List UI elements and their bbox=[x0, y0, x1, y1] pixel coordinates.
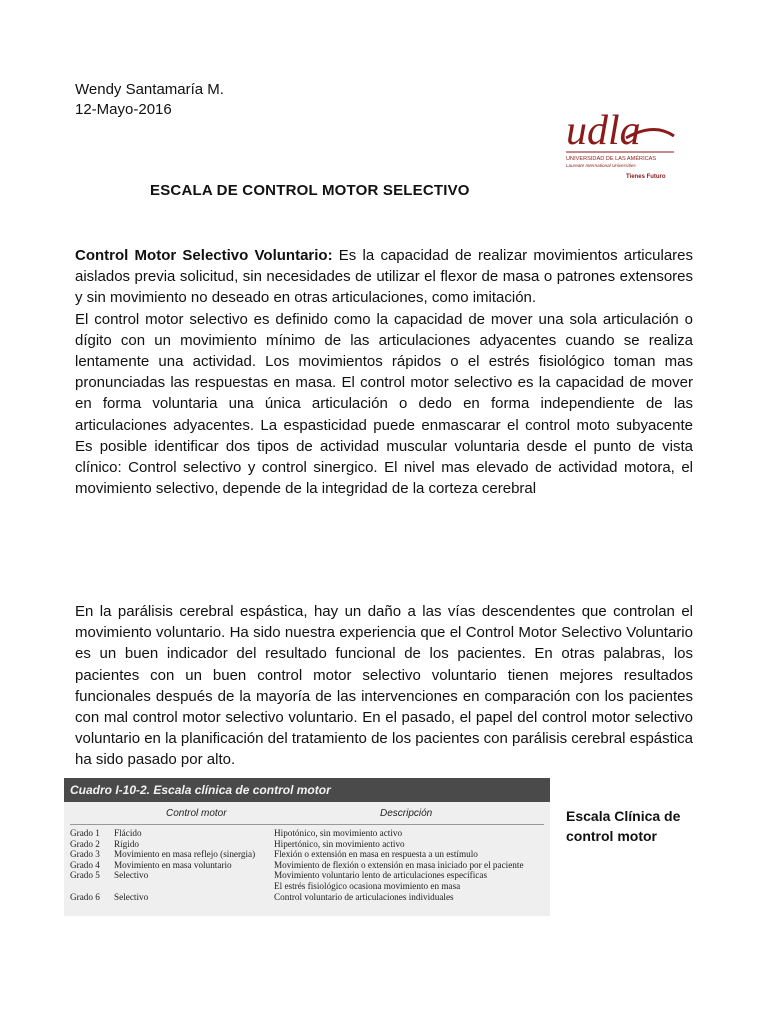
document-title: ESCALA DE CONTROL MOTOR SELECTIVO bbox=[150, 182, 470, 199]
author-name: Wendy Santamaría M. bbox=[75, 81, 224, 98]
logo-line1: UNIVERSIDAD DE LAS AMÉRICAS bbox=[566, 156, 657, 162]
paragraph-cerebral-palsy: En la parálisis cerebral espástica, hay un daño a las vías descendentes que controlan el movimiento voluntario. Ha sido nuestra experiencia que el Control Motor Selectivo Voluntario es un buen indicador del resultado funcional de los pacientes. En otras palabras, los pacientes con un buen control motor selectivo voluntario tienen mejores resultados funcionales después de la mayoría de las intervenciones en comparación con los pacientes con mal control motor selectivo voluntario. En el pasado, el papel del control motor selectivo voluntario en la planificación del tratamiento de los pacientes con parálisis cerebral espástica ha sido pasado por alto. bbox=[75, 603, 693, 769]
table-row: Grado 3 Movimiento en masa reflejo (sinergia) Flexión o extensión en masa en respuesta a un estímulo bbox=[70, 849, 478, 860]
definition-text: Es la capacidad de realizar movimientos articulares aislados previa solicitud, sin necesidades de utilizar el flexor de masa o patrones extensores y sin movimiento no deseado en otras articulaciones, como imitación. bbox=[75, 247, 693, 307]
logo-line2: Laureate International Universities bbox=[566, 163, 636, 168]
table-caption: Escala Clínica de control motor bbox=[566, 808, 681, 844]
table-column-headers bbox=[70, 806, 544, 825]
table-row: Grado 2 Rígido Hipertónico, sin movimiento activo bbox=[70, 838, 405, 849]
paragraph-definition bbox=[75, 245, 693, 499]
table-row: Grado 5 Selectivo Movimiento voluntario lento de articulaciones específicas bbox=[70, 870, 488, 881]
logo-tagline: Tienes Futuro bbox=[626, 174, 666, 180]
motor-scale-table bbox=[64, 778, 550, 916]
udla-logo bbox=[562, 108, 680, 182]
table-row: Grado 4 Movimiento en masa voluntario Movimiento de flexión o extensión en masa iniciado por el paciente bbox=[70, 859, 524, 870]
table-rows bbox=[70, 828, 544, 902]
col-header-description: Descripción bbox=[380, 808, 433, 819]
table-row: Grado 6 Selectivo Control voluntario de articulaciones individuales bbox=[70, 891, 454, 902]
logo-brand: udla bbox=[566, 108, 641, 154]
table-heading: Cuadro I-10-2. Escala clínica de control motor bbox=[64, 778, 550, 802]
table-row: El estrés fisiológico ocasiona movimiento en masa bbox=[274, 880, 461, 891]
definition-lead: Control Motor Selectivo Voluntario: bbox=[75, 247, 333, 264]
document-date: 12-Mayo-2016 bbox=[75, 101, 172, 118]
col-header-motor: Control motor bbox=[166, 808, 227, 819]
definition-text-2: El control motor selectivo es definido como la capacidad de mover una sola articulación o dígito con un movimiento mínimo de las articulaciones adyacentes cuando se realiza lentamente una actividad. Los movimientos rápidos o el estrés fisiológico toman mas pronunciadas las respuestas en masa. El control motor selectivo es la capacidad de mover en forma voluntaria una única articulación o dedo en forma independiente de las articulaciones adyacentes. La espasticidad puede enmascarar el control moto subyacente Es posible identificar dos tipos de actividad muscular voluntaria desde el punto de vista clínico: Control selectivo y control sinergico. El nivel mas elevado de actividad motora, el movimiento selectivo, depende de la integridad de la corteza cerebral bbox=[75, 310, 693, 498]
table-row: Grado 1 Flácido Hipotónico, sin movimiento activo bbox=[70, 828, 403, 838]
